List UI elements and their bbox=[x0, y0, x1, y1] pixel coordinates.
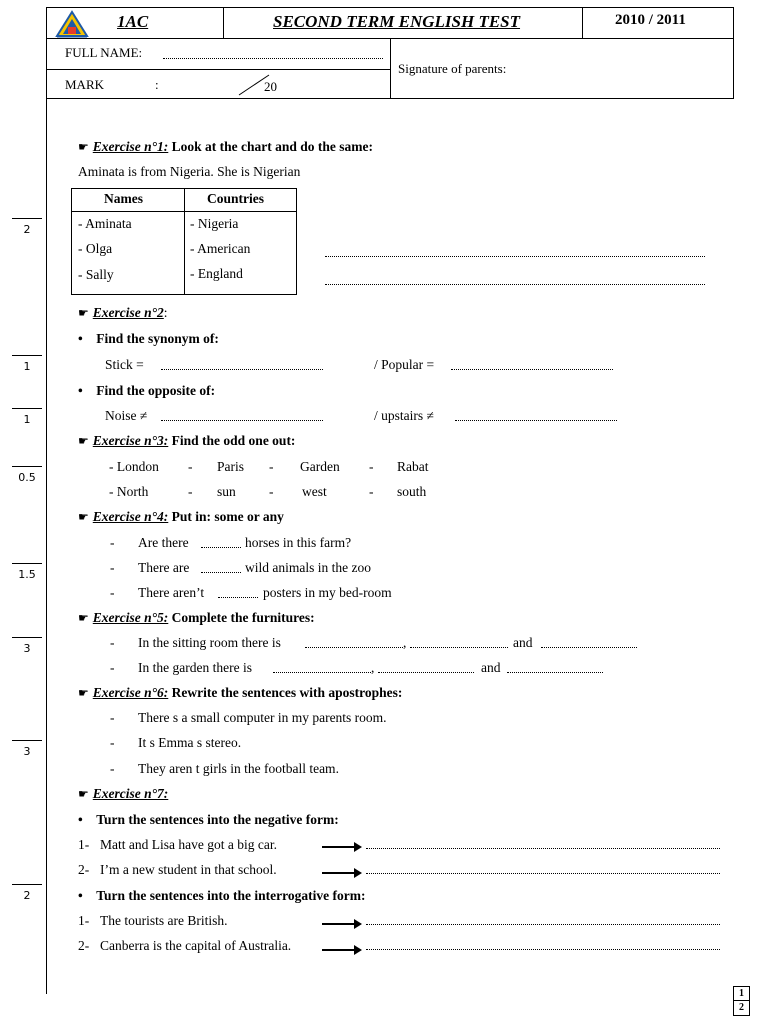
sentence-before: Are there bbox=[138, 535, 189, 550]
answer-line[interactable] bbox=[305, 647, 403, 648]
apostrophe-sentence: There s a small computer in my parents room. bbox=[138, 710, 387, 725]
furniture-sentence: In the garden there is bbox=[138, 660, 252, 675]
table-header-countries: Countries bbox=[207, 191, 264, 206]
table-cell-country: - Nigeria bbox=[190, 216, 239, 231]
full-name-field[interactable] bbox=[163, 58, 383, 59]
furniture-sentence: In the sitting room there is bbox=[138, 635, 281, 650]
and-word: and bbox=[513, 635, 533, 650]
answer-line[interactable] bbox=[378, 672, 474, 673]
odd-one-word: Garden bbox=[300, 459, 340, 474]
class-label: 1AC bbox=[117, 12, 149, 31]
odd-one-word: Rabat bbox=[397, 459, 429, 474]
comma: , bbox=[371, 660, 375, 675]
opposite-noise: Noise ≠ bbox=[105, 408, 148, 423]
margin-score: 0.5 bbox=[12, 466, 42, 484]
test-header bbox=[46, 7, 734, 99]
page-number: 1 2 bbox=[733, 986, 750, 1016]
answer-line[interactable] bbox=[507, 672, 603, 673]
list-item: - bbox=[110, 660, 115, 675]
sentence-after: posters in my bed-room bbox=[263, 585, 392, 600]
margin-score: 1 bbox=[12, 408, 42, 426]
list-item: - bbox=[110, 585, 115, 600]
mark-total: 20 bbox=[264, 79, 277, 94]
table-cell-country: - England bbox=[190, 266, 243, 281]
pointing-hand-icon: ☛ bbox=[78, 434, 89, 448]
list-item: - bbox=[110, 635, 115, 650]
full-name-label: FULL NAME: bbox=[65, 45, 143, 60]
margin-score: 2 bbox=[12, 884, 42, 902]
answer-line[interactable] bbox=[366, 924, 720, 925]
interrogative-sentence: The tourists are British. bbox=[100, 913, 228, 928]
odd-one-word: west bbox=[302, 484, 327, 499]
synonym-popular: / Popular = bbox=[374, 357, 435, 372]
opposite-upstairs: / upstairs ≠ bbox=[374, 408, 434, 423]
table-cell-country: - American bbox=[190, 241, 251, 256]
table-header-names: Names bbox=[104, 191, 143, 206]
odd-one-sep: - bbox=[269, 484, 274, 499]
answer-line[interactable] bbox=[218, 597, 258, 598]
pointing-hand-icon: ☛ bbox=[78, 510, 89, 524]
arrow-right-icon bbox=[322, 872, 360, 874]
school-year: 2010 / 2011 bbox=[615, 12, 686, 28]
mark-colon: : bbox=[155, 77, 159, 92]
arrow-right-icon bbox=[322, 949, 360, 951]
item-number: 1- bbox=[78, 837, 90, 852]
negative-sentence: Matt and Lisa have got a big car. bbox=[100, 837, 277, 852]
table-cell-name: - Sally bbox=[78, 267, 114, 282]
sentence-before: There aren’t bbox=[138, 585, 205, 600]
answer-line[interactable] bbox=[325, 256, 705, 257]
exercise-2-heading: ☛ Exercise n°2: bbox=[78, 305, 168, 320]
item-number: 1- bbox=[78, 913, 90, 928]
odd-one-sep: - bbox=[369, 459, 374, 474]
negative-heading: • Turn the sentences into the negative form: bbox=[78, 812, 339, 827]
comma: , bbox=[403, 635, 407, 650]
sentence-before: There are bbox=[138, 560, 190, 575]
answer-line[interactable] bbox=[201, 547, 241, 548]
mark-label: MARK bbox=[65, 77, 105, 92]
synonym-heading: • Find the synonym of: bbox=[78, 331, 219, 346]
negative-sentence: I’m a new student in that school. bbox=[100, 862, 277, 877]
answer-line[interactable] bbox=[366, 949, 720, 950]
exercise-1-example: Aminata is from Nigeria. She is Nigerian bbox=[78, 164, 301, 179]
answer-line[interactable] bbox=[201, 572, 241, 573]
odd-one-word: sun bbox=[217, 484, 236, 499]
interrogative-sentence: Canberra is the capital of Australia. bbox=[100, 938, 292, 953]
opposite-heading: • Find the opposite of: bbox=[78, 383, 216, 398]
pointing-hand-icon: ☛ bbox=[78, 611, 89, 625]
exercise-6-heading: ☛ Exercise n°6: Rewrite the sentences with apostrophes: bbox=[78, 685, 403, 700]
exercise-1-heading: ☛ Exercise n°1: Look at the chart and do the same: bbox=[78, 139, 374, 154]
apostrophe-sentence: They aren t girls in the football team. bbox=[138, 761, 339, 776]
pointing-hand-icon: ☛ bbox=[78, 306, 89, 320]
pointing-hand-icon: ☛ bbox=[78, 787, 89, 801]
apostrophe-sentence: It s Emma s stereo. bbox=[138, 735, 242, 750]
pointing-hand-icon: ☛ bbox=[78, 686, 89, 700]
list-item: - bbox=[110, 761, 115, 776]
list-item: - bbox=[110, 535, 115, 550]
answer-line[interactable] bbox=[451, 369, 613, 370]
arrow-right-icon bbox=[322, 846, 360, 848]
answer-line[interactable] bbox=[455, 420, 617, 421]
item-number: 2- bbox=[78, 938, 90, 953]
odd-one-word: Paris bbox=[217, 459, 244, 474]
list-item: - bbox=[110, 560, 115, 575]
list-item: - bbox=[110, 710, 115, 725]
test-title: SECOND TERM ENGLISH TEST bbox=[273, 12, 521, 31]
exercise-7-heading: ☛ Exercise n°7: bbox=[78, 786, 169, 801]
margin-score: 3 bbox=[12, 637, 42, 655]
margin-score: 1 bbox=[12, 355, 42, 373]
odd-one-sep: - bbox=[269, 459, 274, 474]
odd-one-word: south bbox=[397, 484, 427, 499]
margin-score: 3 bbox=[12, 740, 42, 758]
margin-line bbox=[46, 99, 47, 994]
list-item: - bbox=[110, 735, 115, 750]
and-word: and bbox=[481, 660, 501, 675]
sentence-after: horses in this farm? bbox=[245, 535, 352, 550]
answer-line[interactable] bbox=[541, 647, 637, 648]
school-logo-icon bbox=[53, 10, 91, 40]
signature-label: Signature of parents: bbox=[398, 61, 507, 76]
interrogative-heading: • Turn the sentences into the interrogative form: bbox=[78, 888, 366, 903]
answer-line[interactable] bbox=[410, 647, 508, 648]
odd-one-word: - North bbox=[109, 484, 149, 499]
odd-one-sep: - bbox=[369, 484, 374, 499]
odd-one-sep: - bbox=[188, 459, 193, 474]
answer-line[interactable] bbox=[161, 369, 323, 370]
answer-line[interactable] bbox=[273, 672, 371, 673]
margin-score: 2 bbox=[12, 218, 42, 236]
table-cell-name: - Olga bbox=[78, 241, 113, 256]
odd-one-word: - London bbox=[109, 459, 159, 474]
synonym-stick: Stick = bbox=[105, 357, 144, 372]
answer-line[interactable] bbox=[161, 420, 323, 421]
item-number: 2- bbox=[78, 862, 90, 877]
pointing-hand-icon: ☛ bbox=[78, 140, 89, 154]
exercise-5-heading: ☛ Exercise n°5: Complete the furnitures: bbox=[78, 610, 315, 625]
table-cell-name: - Aminata bbox=[78, 216, 132, 231]
margin-score: 1.5 bbox=[12, 563, 42, 581]
answer-line[interactable] bbox=[366, 873, 720, 874]
exercise-4-heading: ☛ Exercise n°4: Put in: some or any bbox=[78, 509, 284, 524]
odd-one-sep: - bbox=[188, 484, 193, 499]
answer-line[interactable] bbox=[325, 284, 705, 285]
names-countries-table bbox=[71, 188, 297, 295]
exercise-3-heading: ☛ Exercise n°3: Find the odd one out: bbox=[78, 433, 296, 448]
sentence-after: wild animals in the zoo bbox=[245, 560, 371, 575]
answer-line[interactable] bbox=[366, 848, 720, 849]
arrow-right-icon bbox=[322, 923, 360, 925]
